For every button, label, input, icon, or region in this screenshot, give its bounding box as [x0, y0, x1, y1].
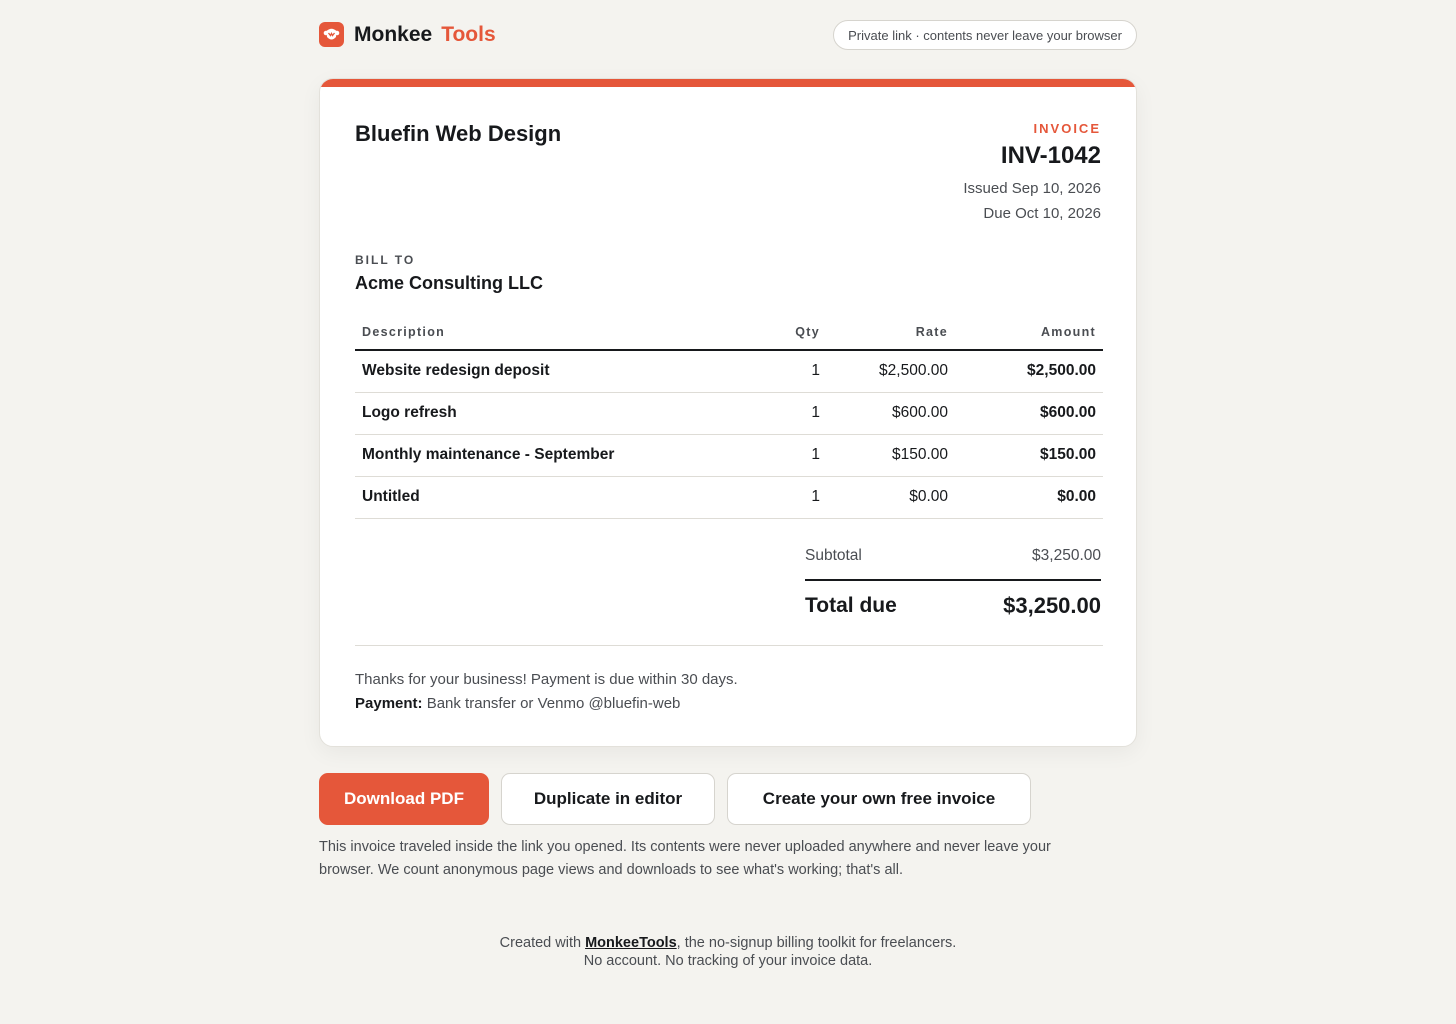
subtotal-value: $3,250.00	[1032, 547, 1101, 564]
column-header-amount: Amount	[955, 314, 1103, 350]
item-description: Untitled	[355, 476, 775, 518]
table-row	[355, 350, 1103, 392]
subtotal-label: Subtotal	[805, 547, 862, 564]
item-description: Logo refresh	[355, 392, 775, 434]
monkeetools-link[interactable]: MonkeeTools	[585, 935, 677, 951]
payment-value: Bank transfer or Venmo @bluefin-web	[426, 695, 681, 712]
total-row	[805, 581, 1101, 631]
item-description: Website redesign deposit	[355, 350, 775, 392]
item-rate: $150.00	[827, 434, 955, 476]
item-amount: $600.00	[955, 392, 1103, 434]
totals-block	[805, 541, 1101, 631]
privacy-notice: This invoice traveled inside the link you opened. Its contents were never uploaded anywhere and never leave your browser. We count anonymous page views and downloads to see what's working; that's all.	[319, 839, 1051, 878]
item-qty: 1	[775, 350, 827, 392]
bill-to-label: BILL TO	[355, 253, 416, 267]
invoice-meta	[963, 121, 1101, 221]
invoice-kicker: INVOICE	[1033, 121, 1101, 136]
top-bar	[319, 0, 1137, 70]
total-label: Total due	[805, 594, 897, 617]
item-description: Monthly maintenance - September	[355, 434, 775, 476]
item-qty: 1	[775, 392, 827, 434]
footer-suffix: , the no-signup billing toolkit for freelancers.	[676, 935, 957, 951]
invoice-card	[319, 78, 1137, 747]
thank-you-note: Thanks for your business! Payment is due within 30 days.	[355, 671, 738, 688]
item-rate: $2,500.00	[827, 350, 955, 392]
monkey-face-icon	[319, 22, 344, 47]
action-buttons	[319, 773, 1031, 825]
privacy-badge: Private link · contents never leave your browser	[833, 20, 1137, 50]
duplicate-in-editor-button[interactable]: Duplicate in editor	[501, 773, 715, 825]
subtotal-row	[805, 541, 1101, 571]
table-row	[355, 434, 1103, 476]
issued-date: Issued Sep 10, 2026	[963, 180, 1101, 197]
footer	[0, 934, 1456, 970]
table-header-row	[355, 314, 1103, 350]
item-amount: $150.00	[955, 434, 1103, 476]
item-rate: $0.00	[827, 476, 955, 518]
payment-info	[355, 692, 738, 716]
brand-name: Monkee	[354, 22, 433, 46]
total-value: $3,250.00	[1003, 593, 1101, 618]
table-row	[355, 476, 1103, 518]
column-header-description: Description	[355, 314, 775, 350]
invoice-notes	[355, 668, 738, 716]
card-accent-bar	[320, 79, 1136, 87]
item-qty: 1	[775, 476, 827, 518]
item-rate: $600.00	[827, 392, 955, 434]
footer-line-2: No account. No tracking of your invoice data.	[583, 953, 873, 969]
line-items-table	[355, 314, 1103, 519]
payment-label: Payment:	[355, 695, 423, 712]
bill-to-name: Acme Consulting LLC	[355, 273, 543, 293]
item-amount: $2,500.00	[955, 350, 1103, 392]
footer-prefix: Created with	[499, 935, 586, 951]
column-header-qty: Qty	[775, 314, 827, 350]
item-qty: 1	[775, 434, 827, 476]
download-pdf-button[interactable]: Download PDF	[319, 773, 489, 825]
footer-line-1	[0, 934, 1456, 952]
business-name: Bluefin Web Design	[355, 121, 562, 146]
page	[319, 0, 1137, 878]
invoice-number: INV-1042	[1000, 142, 1101, 169]
brand[interactable]	[319, 22, 496, 47]
column-header-rate: Rate	[827, 314, 955, 350]
due-date: Due Oct 10, 2026	[983, 205, 1101, 222]
item-amount: $0.00	[955, 476, 1103, 518]
table-row	[355, 392, 1103, 434]
brand-name-accent: Tools	[441, 22, 496, 46]
create-invoice-button[interactable]: Create your own free invoice	[727, 773, 1031, 825]
notes-divider	[355, 645, 1103, 646]
